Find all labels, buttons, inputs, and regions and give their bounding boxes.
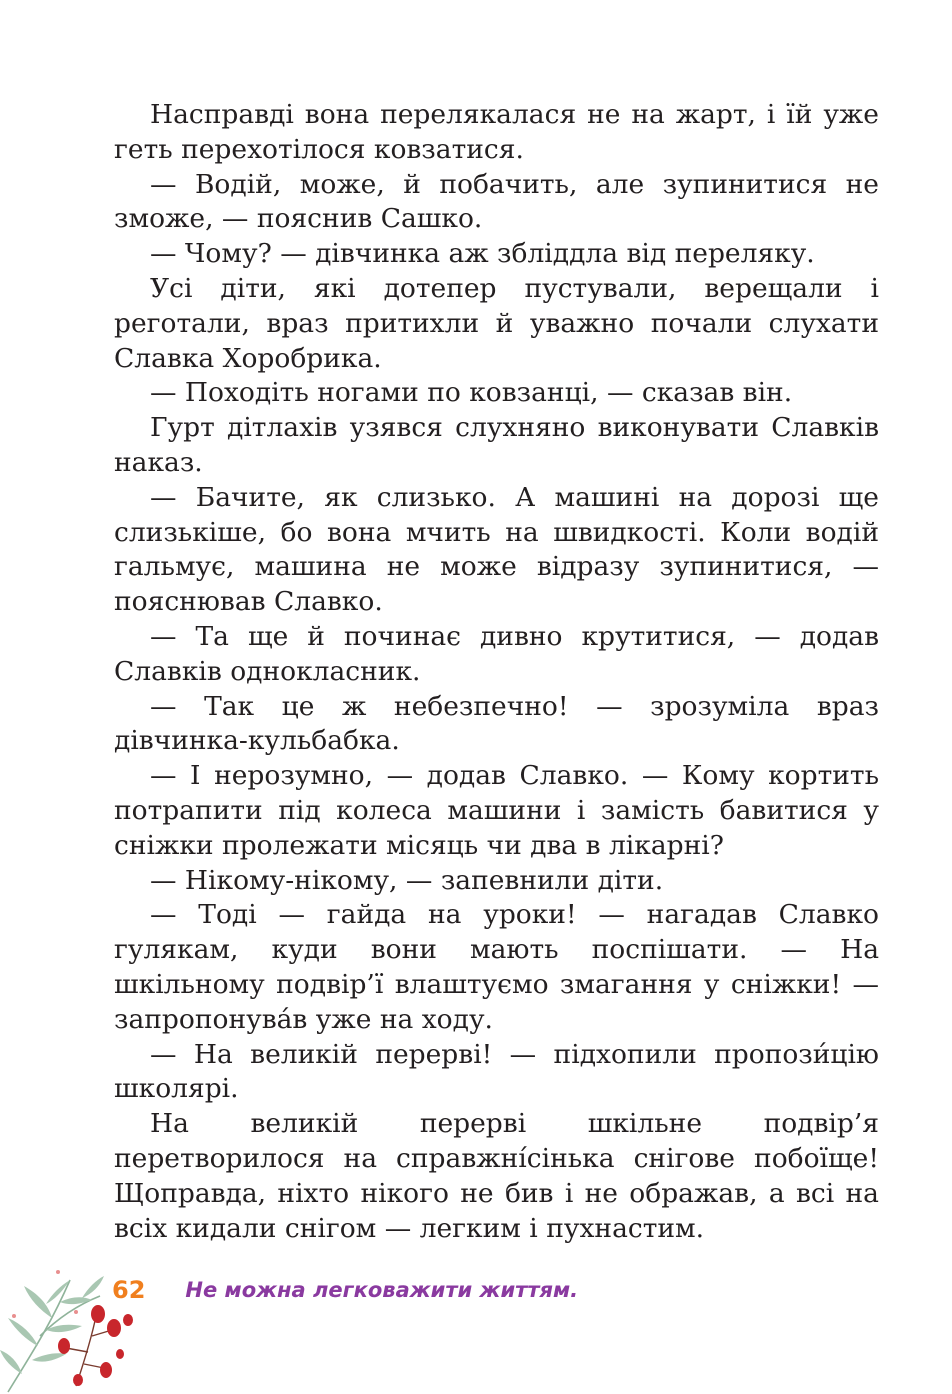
paragraph: — Походіть ногами по ковзанці, — сказав він.	[150, 377, 793, 409]
paragraph: Гурт дітлахів узявся слухняно виконувати Славків наказ.	[114, 412, 879, 478]
running-title: Не можна легковажити життям.	[185, 1278, 579, 1302]
body-text	[114, 98, 879, 1246]
page-footer	[112, 1272, 578, 1308]
paragraph: — Так це ж небезпечно! — зрозуміла враз дівчинка-кульбабка.	[114, 690, 879, 757]
page-number: 62	[112, 1276, 146, 1304]
paragraph: — І нерозумно, — додав Славко. — Кому кортить потрапити під колеса машини і замість бавитися у сніжки пролежати місяць чи два в лікарні?	[114, 760, 879, 861]
paragraph: На великій перерві шкільне подвір’я перетворилося на справжні́сінька снігове побоїще! Щоправда, ніхто нікого не бив і не ображав, а всі на всіх кидали снігом — легким і пухнастим.	[114, 1108, 879, 1244]
paragraph: — Нікому-нікому, — запевнили діти.	[150, 864, 664, 896]
paragraph: — Бачите, як слизько. А машині на дорозі ще слизькіше, бо вона мчить на швидкості. Коли водій гальмує, машина не може відразу зупинитися, — пояснював Славко.	[114, 481, 879, 618]
paragraph: — Чому? — дівчинка аж збліддла від переляку.	[150, 238, 815, 270]
paragraph: — Та ще й починає дивно крутитися, — додав Славків однокласник.	[114, 620, 879, 687]
paragraph: Насправді вона перелякалася не на жарт, і їй уже геть перехотілося ковзатися.	[114, 99, 879, 165]
paragraph: — Водій, може, й побачить, але зупинитися не зможе, — пояснив Сашко.	[114, 168, 879, 235]
paragraph: — На великій перерві! — підхопили пропози́цію школярі.	[114, 1038, 879, 1105]
paragraph: Усі діти, які дотепер пустували, верещали і реготали, враз притихли й уважно почали слухати Славка Хоробрика.	[114, 272, 879, 374]
paragraph: — Тоді — гайда на уроки! — нагадав Славко гулякам, куди вони мають поспішати. — На шкільному подвір’ї влаштуємо змагання у сніжки! — запропонува́в уже на ходу.	[114, 899, 879, 1035]
